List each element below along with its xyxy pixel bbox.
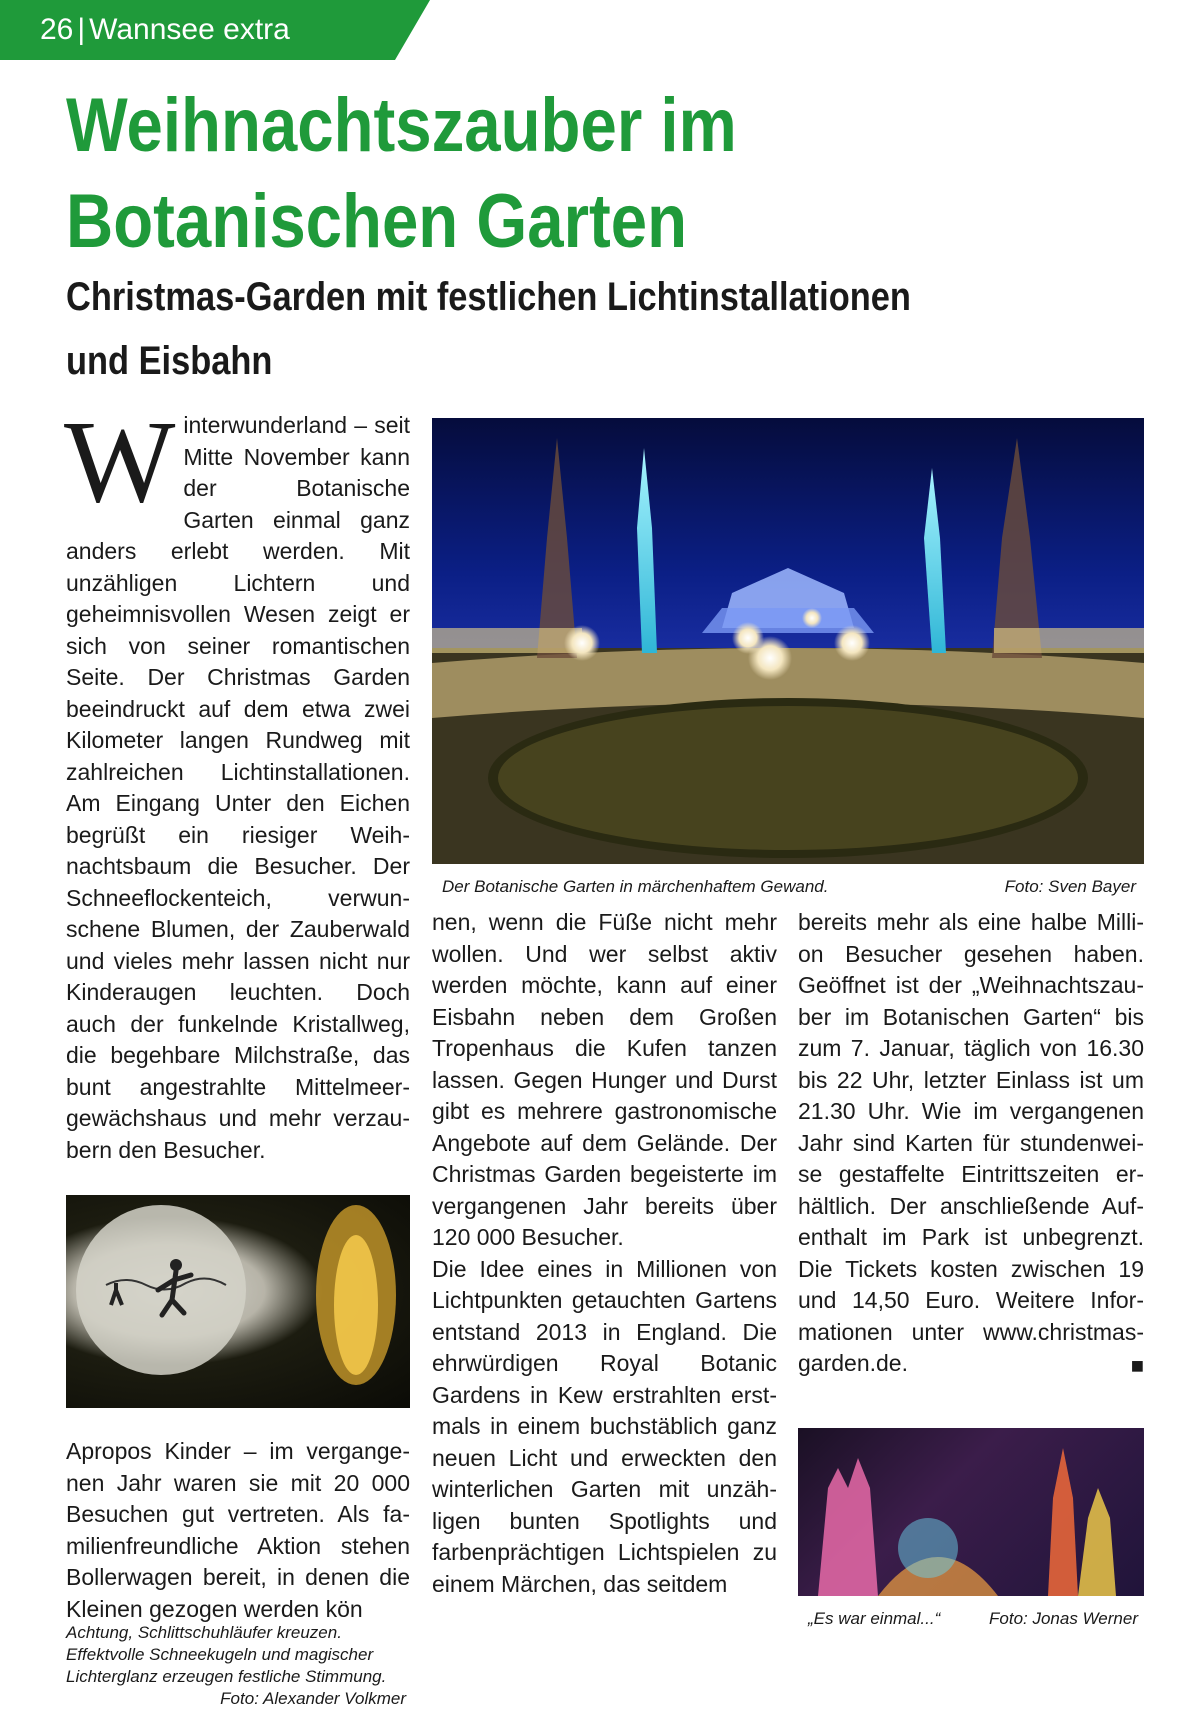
column-2-paragraph-2: Die Idee eines in Millionen von Lichtpunkten getauchten Gartens entstand 2013 in England. Die ehrwürdigen Royal Botanic Gardens in Kew erstrahlten erstmals in einem buchstäblich ganz neuen Licht und erweckten den winterlichen Garten mit unzähligen bunten Spotlights und farbenprächtigen Lichtspielen zu einem Märchen, das seitdem (432, 1255, 777, 1597)
section-divider: | (77, 13, 86, 46)
section-name: Wannsee extra (89, 13, 290, 46)
main-photo-caption (442, 876, 1136, 898)
column-1-paragraph: interwunderland – seit Mitte November kann der Botanische Garten einmal ganz anders erlebt werden. Mit unzähligen Lichtern und geheimnisvollen Wesen zeigt er sich von seiner romantischen Seite. Der Christmas Garden beeindruckt auf dem etwa zwei Kilometer langen Rundweg mit zahlreichen Lichtinstallationen. Am Eingang Unter den Eichen begrüßt ein riesiger Weihnachtsbaum die Besucher. Der Schneeflockenteich, verwunschene Blumen, der Zauberwald und vieles mehr lassen nicht nur Kinderaugen leuchten. Doch auch der funkelnde Kristallweg, die begehbare Milchstraße, das bunt angestrahlte Mittelmeergewächshaus und mehr verzaubern den Besucher. (66, 412, 410, 1163)
main-photo-caption-text: Der Botanische Garten in märchenhaftem Gewand. (442, 877, 829, 896)
bottom-photo-caption-text: „Es war einmal...“ (808, 1609, 941, 1628)
article-subtitle (66, 265, 911, 393)
article-end-mark: ■ (1130, 1353, 1144, 1378)
main-photo-credit: Foto: Sven Bayer (1004, 877, 1136, 896)
section-label (40, 12, 290, 48)
bottom-photo (798, 1428, 1144, 1596)
title-line-1: Weihnachtszauber im (66, 83, 737, 168)
drop-cap: W (64, 396, 176, 527)
article-column-1-continued (66, 1436, 410, 1625)
small-photo-caption-text: Achtung, Schlittschuhläufer kreuzen. Effektvolle Schneekugeln und magischer Lichterglanz erzeugen festliche Stimmung. (66, 1623, 387, 1686)
small-photo (66, 1195, 410, 1408)
castle-light-illustration (798, 1428, 1144, 1596)
small-photo-credit: Foto: Alexander Volkmer (220, 1689, 406, 1708)
bottom-photo-credit: Foto: Jonas Werner (989, 1609, 1138, 1628)
column-1b-paragraph: Apropos Kinder – im vergangenen Jahr waren sie mit 20 000 Besuchen gut vertreten. Als familienfreundliche Aktion stehen Bollerwagen bereit, in denen die Kleinen gezogen werden kön (66, 1438, 410, 1622)
column-2-paragraph-1: nen, wenn die Füße nicht mehr wollen. Und wer selbst aktiv werden möchte, kann auf einer Eisbahn neben dem Großen Tropenhaus die Kufen tanzen lassen. Gegen Hunger und Durst gibt es mehrere gastronomische Angebote auf dem Gelände. Der Christmas Garden begeisterte im vergangenen Jahr bereits über 120 000 Besucher. (432, 909, 777, 1250)
snowglobe-illustration (66, 1195, 410, 1408)
article-column-3 (798, 907, 1144, 1382)
bottom-photo-caption (808, 1608, 1138, 1630)
subtitle-line-2: und Eisbahn (66, 339, 273, 383)
main-photo (432, 418, 1144, 864)
subtitle-line-1: Christmas-Garden mit festlichen Lichtinstallationen (66, 275, 911, 319)
page-number: 26 (40, 13, 74, 46)
column-3-paragraph: bereits mehr als eine halbe Million Besucher gesehen haben. Geöffnet ist der „Weihnachtszauber im Botanischen Garten“ bis zum 7. Januar, täglich von 16.30 bis 22 Uhr, letzter Einlass ist um 21.30 Uhr. Wie im vergangenen Jahr sind Karten für stundenweise gestaffelte Eintrittszeiten erhältlich. Der anschließende Aufenthalt im Park ist unbegrenzt. Die Tickets kosten zwischen 19 und 14,50 Euro. Weitere Informationen unter www.christmas-garden.de. (798, 909, 1144, 1376)
article-column-1 (64, 396, 410, 1166)
article-title (66, 78, 737, 270)
title-line-2: Botanischen Garten (66, 179, 688, 264)
article-column-2 (432, 907, 777, 1600)
garden-illustration (432, 418, 1144, 864)
small-photo-caption (66, 1622, 406, 1710)
